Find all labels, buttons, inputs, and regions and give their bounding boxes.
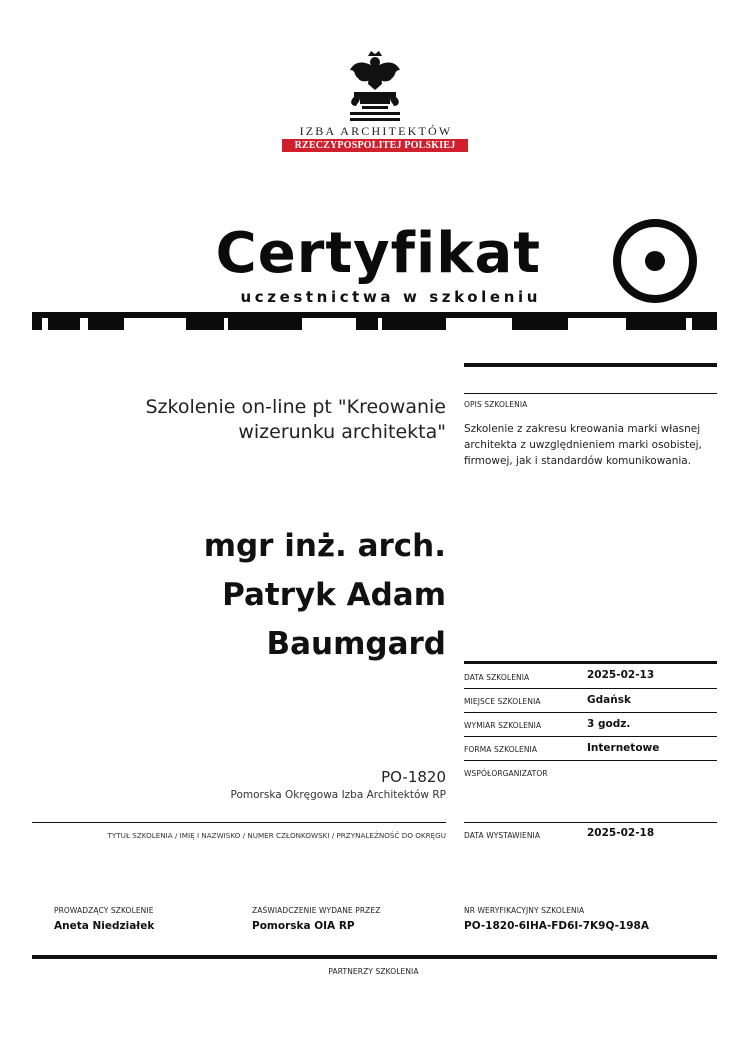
detail-divider	[464, 688, 717, 689]
issue-date-label: DATA WYSTAWIENIA	[464, 831, 541, 840]
logo-band-line: RZECZYPOSPOLITEJ POLSKIEJ	[282, 139, 468, 152]
participant-name-line: Baumgard	[266, 626, 446, 662]
detail-label: FORMA SZKOLENIA	[464, 745, 538, 754]
chamber-logo	[340, 48, 410, 124]
detail-divider	[464, 736, 717, 737]
details-top-rule	[464, 661, 717, 664]
detail-divider	[464, 760, 717, 761]
divider-right-caption	[464, 822, 717, 823]
circle-dot-icon	[612, 218, 698, 304]
detail-value: Gdańsk	[587, 694, 631, 706]
trainer-value: Aneta Niedziałek	[54, 920, 155, 932]
member-number: PO-1820	[381, 768, 446, 786]
verification-value: PO-1820-6IHA-FD6I-7K9Q-198A	[464, 920, 649, 932]
participant-name-line: Patryk Adam	[222, 577, 446, 613]
certificate-subtitle: uczestnictwa w szkoleniu	[240, 288, 541, 306]
detail-value: Internetowe	[587, 742, 660, 754]
course-name: Szkolenie on-line pt "Kreowanie wizerunku architekta"	[145, 396, 446, 443]
eagle-column-emblem	[340, 48, 410, 124]
detail-label: WYMIAR SZKOLENIA	[464, 721, 542, 730]
detail-value: 3 godz.	[587, 718, 631, 730]
issuer-value: Pomorska OIA RP	[252, 920, 355, 932]
detail-value: 2025-02-13	[587, 669, 655, 681]
trainer-label: PROWADZĄCY SZKOLENIE	[54, 906, 154, 915]
divider-opis	[464, 393, 717, 394]
participant-caption: TYTUŁ SZKOLENIA / IMIĘ I NAZWISKO / NUMER CZŁONKOWSKI / PRZYNALEŻNOŚĆ DO OKRĘGU	[107, 831, 446, 840]
detail-label: MIEJSCE SZKOLENIA	[464, 697, 541, 706]
issue-date-value: 2025-02-18	[587, 827, 655, 839]
decorative-bar	[32, 312, 717, 330]
participant-name	[204, 522, 446, 669]
course-description: Szkolenie z zakresu kreowania marki własnej architekta z uwzględnieniem marki osobistej, firmowej, jak i standardów komunikowania.	[464, 423, 702, 467]
detail-label: DATA SZKOLENIA	[464, 673, 530, 682]
verification-label: NR WERYFIKACYJNY SZKOLENIA	[464, 906, 585, 915]
detail-label: WSPÓŁORGANIZATOR	[464, 769, 548, 778]
divider-left-caption	[32, 822, 446, 823]
chamber-name: Pomorska Okręgowa Izba Architektów RP	[230, 789, 446, 801]
participant-name-line: mgr inż. arch.	[203, 528, 446, 564]
certificate-title: Certyfikat	[215, 221, 541, 286]
partners-label: PARTNERZY SZKOLENIA	[328, 967, 419, 976]
footer-rule	[32, 955, 717, 959]
detail-divider	[464, 712, 717, 713]
logo-name-line: IZBA ARCHITEKTÓW	[299, 124, 453, 138]
divider-top-right	[464, 363, 717, 367]
issuer-label: ZAŚWIADCZENIE WYDANE PRZEZ	[252, 906, 381, 915]
course-description-label: OPIS SZKOLENIA	[464, 400, 528, 409]
